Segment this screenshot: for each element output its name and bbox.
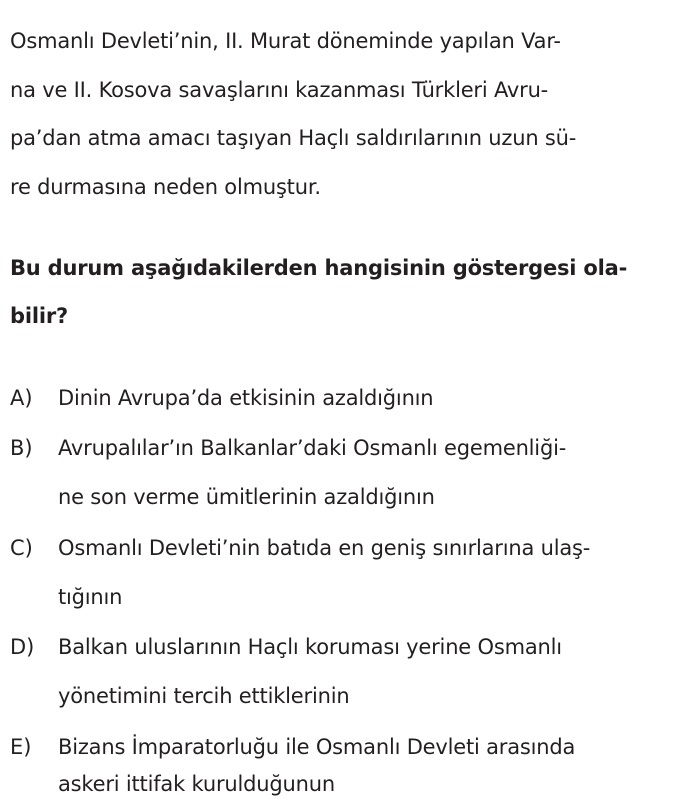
option-letter: E): [10, 735, 32, 759]
stem-line: Osmanlı Devleti’nin, II. Murat döneminde yapılan Var-: [10, 29, 561, 53]
stem-line: pa’dan atma amacı taşıyan Haçlı saldırılarının uzun sü-: [10, 126, 577, 150]
prompt-line: bilir?: [10, 304, 68, 328]
option-text: Balkan uluslarının Haçlı koruması yerine Osmanlı: [58, 635, 562, 659]
option-text: Avrupalılar’ın Balkanlar’daki Osmanlı egemenliği-: [58, 436, 567, 460]
option-text: Dinin Avrupa’da etkisinin azaldığının: [58, 386, 434, 410]
stem-line: re durmasına neden olmuştur.: [10, 175, 321, 199]
option-text: ne son verme ümitlerinin azaldığının: [58, 485, 435, 509]
option-text: Bizans İmparatorluğu ile Osmanlı Devleti arasında: [58, 735, 576, 759]
option-text: Osmanlı Devleti’nin batıda en geniş sınırlarına ulaş-: [58, 536, 591, 560]
option-text: yönetimini tercih ettiklerinin: [58, 684, 350, 708]
option-text: tığının: [58, 585, 123, 609]
prompt-line: Bu durum aşağıdakilerden hangisinin göstergesi ola-: [10, 256, 628, 280]
option-letter: A): [10, 386, 33, 410]
option-letter: D): [10, 635, 35, 659]
option-letter: B): [10, 436, 33, 460]
option-letter: C): [10, 536, 33, 560]
option-text: askeri ittifak kurulduğunun: [58, 772, 335, 796]
stem-line: na ve II. Kosova savaşlarını kazanması Türkleri Avru-: [10, 78, 549, 102]
